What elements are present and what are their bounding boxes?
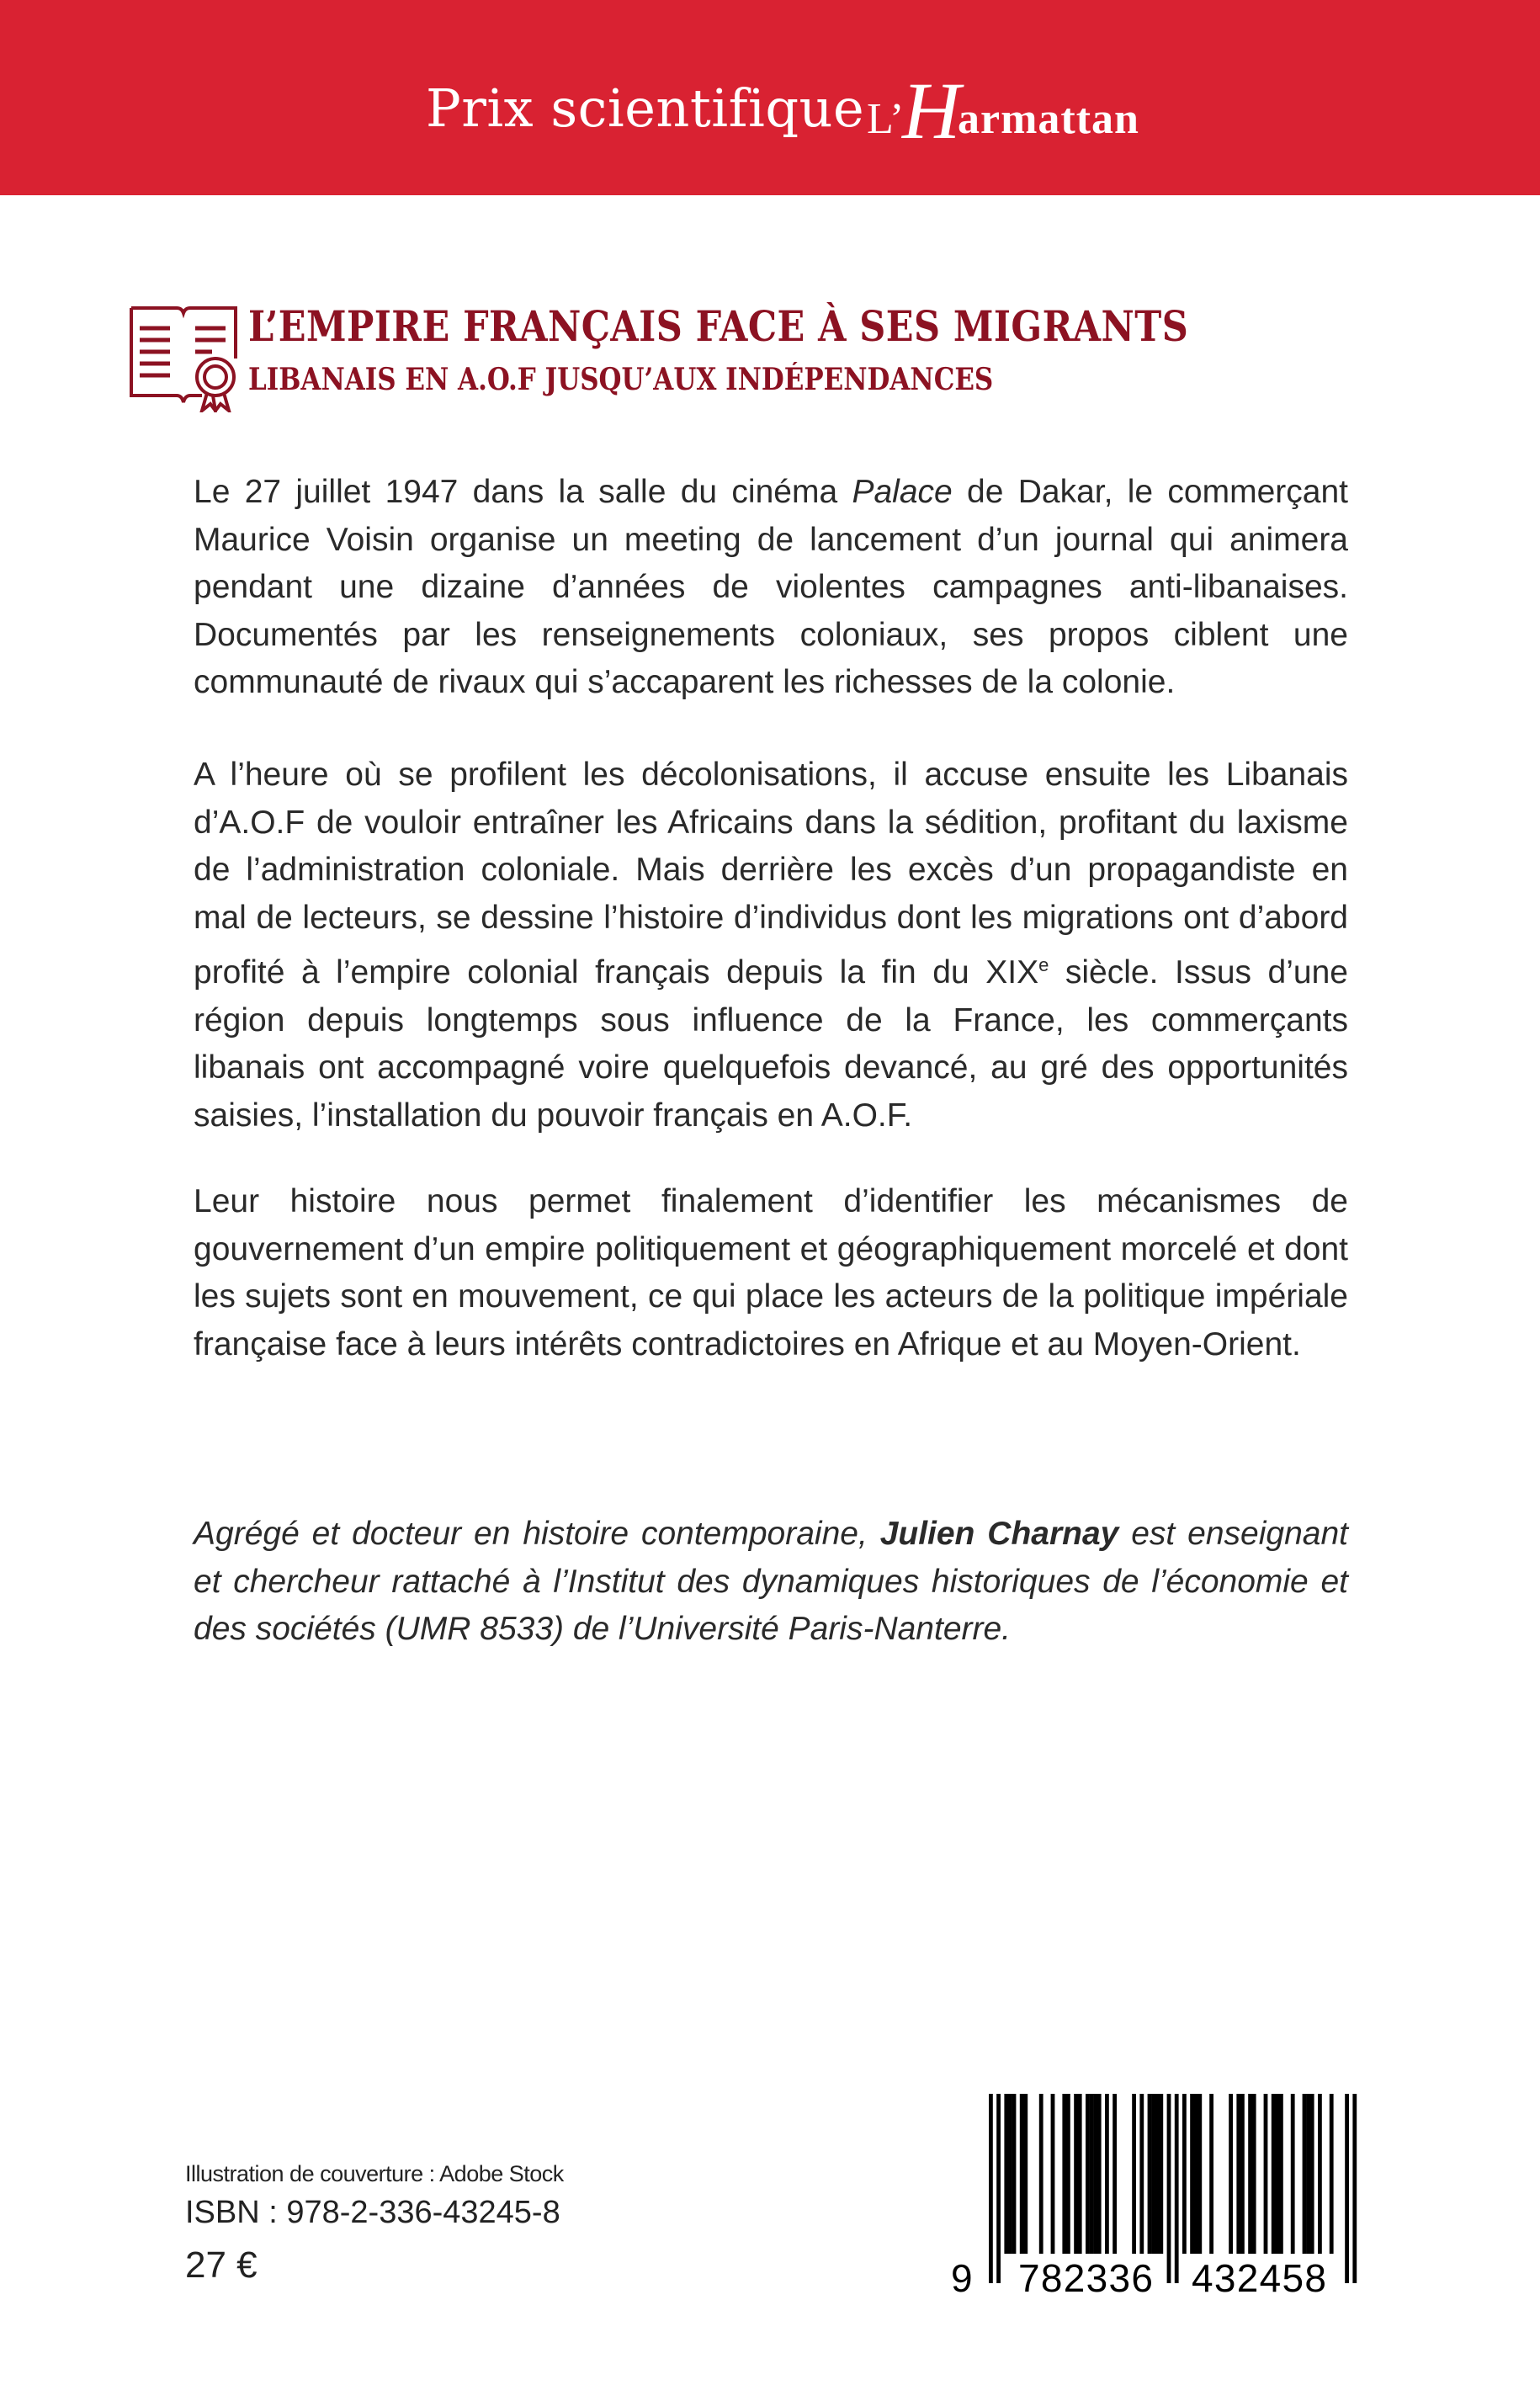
barcode-bar <box>1039 2094 1043 2254</box>
barcode-bar <box>1012 2094 1017 2254</box>
barcode-bar <box>1159 2094 1163 2254</box>
barcode-bar <box>1209 2094 1213 2254</box>
barcode-bar <box>1291 2094 1295 2254</box>
book-subtitle: LIBANAIS EN A.O.F JUSQU’AUX INDÉPENDANCES <box>248 362 994 397</box>
barcode-bar <box>1252 2094 1256 2254</box>
barcode-bar <box>1175 2094 1179 2283</box>
barcode-bar <box>1105 2094 1109 2254</box>
author-name: Julien Charnay <box>879 1516 1119 1552</box>
barcode-bar <box>1139 2094 1144 2254</box>
barcode-bar <box>1194 2094 1198 2254</box>
barcode-bar <box>1330 2094 1334 2254</box>
barcode-bar <box>1229 2094 1233 2254</box>
author-bio: Agrégé et docteur en histoire contemporaine, Julien Charnay est enseignant et chercheur rattaché à l’Institut des dynamiques historiques de l’économie et des sociétés (UMR 8533) de l’Université Paris-Nanterre. <box>194 1516 1348 1647</box>
barcode-bar <box>1078 2094 1082 2254</box>
barcode-bar <box>1240 2094 1245 2254</box>
barcode-bar <box>989 2094 993 2283</box>
barcode-bar <box>1303 2094 1307 2254</box>
barcode-bar <box>1264 2094 1268 2254</box>
barcode-bar <box>1020 2094 1024 2254</box>
barcode-bar <box>1086 2094 1090 2254</box>
barcode-bar <box>1182 2094 1187 2254</box>
barcode-bar <box>1272 2094 1276 2254</box>
publisher-banner: Prix scientifique L’ H armattan <box>0 0 1540 195</box>
barcode-bar <box>1093 2094 1097 2254</box>
barcode-bar <box>1310 2094 1314 2254</box>
price: 27 € <box>185 2244 258 2286</box>
barcode-bar <box>1097 2094 1102 2254</box>
isbn-barcode <box>951 2094 1372 2296</box>
barcode-bar <box>1132 2094 1136 2254</box>
summary-paragraph-3: Leur histoire nous permet finalement d’identifier les mécanismes de gouvernement d’un empire politiquement et géographiquement morcelé et dont les sujets sont en mouvement, ce qui place les acteurs de la politique impériale française face à leurs intérêts contradictoires en Afrique et au Moyen-Orient. <box>194 1183 1348 1362</box>
barcode-bar <box>1004 2094 1008 2254</box>
barcode-bar <box>1236 2094 1240 2254</box>
barcode-digits-right: 432458 <box>1192 2256 1326 2296</box>
summary-paragraph-2: A l’heure où se profilent les décolonisations, il accuse ensuite les Libanais d’A.O.F de vouloir entraîner les Africains dans la sédition, profitant du laxisme de l’administration coloniale. Mais derrière les excès d’un propagandiste en mal de lecteurs, se dessine l’histoire d’individus dont les migrations ont d’abord profité à l’empire colonial français depuis la fin du XIXe siècle. Issus d’une région depuis longtemps sous influence de la France, les commerçants libanais ont accompagné voire quelquefois devancé, au gré des opportunités saisies, l’installation du pouvoir français en A.O.F. <box>194 757 1348 1134</box>
barcode-digit-first: 9 <box>951 2256 973 2296</box>
barcode-bar <box>1113 2094 1117 2254</box>
barcode-bar <box>1318 2094 1322 2254</box>
barcode-bar <box>1062 2094 1066 2254</box>
barcode-bar <box>1151 2094 1155 2254</box>
barcode-digits-left: 782336 <box>1018 2256 1153 2296</box>
barcode-bar <box>1345 2094 1349 2283</box>
book-award-icon <box>128 303 242 412</box>
cover-credit: Illustration de couverture : Adobe Stock <box>185 2161 564 2186</box>
barcode-bar <box>1148 2094 1152 2254</box>
barcode-bar <box>1008 2094 1012 2254</box>
barcode-bar <box>1197 2094 1202 2254</box>
barcode-bar <box>1248 2094 1252 2254</box>
summary-paragraph-1: Le 27 juillet 1947 dans la salle du cinéma Palace de Dakar, le commerçant Maurice Voisin organise un meeting de lancement d’un journal qui animera pendant une dizaine d’années de violentes campagnes anti-libanaises. Documentés par les renseignements coloniaux, ses propos ciblent une communauté de rivaux qui s’accaparent les richesses de la colonie. <box>194 474 1348 700</box>
barcode-bar <box>1074 2094 1078 2254</box>
barcode-bar <box>1279 2094 1283 2254</box>
barcode-bar <box>1051 2094 1055 2254</box>
barcode-bar <box>1352 2094 1357 2283</box>
barcode-bar <box>1155 2094 1160 2254</box>
barcode-bar <box>996 2094 1001 2283</box>
barcode-bar <box>1275 2094 1279 2254</box>
barcode-bar <box>1190 2094 1194 2254</box>
barcode-bar <box>1167 2094 1171 2283</box>
book-title: L’EMPIRE FRANÇAIS FACE À SES MIGRANTS <box>248 301 1189 351</box>
barcode-bar <box>1066 2094 1070 2254</box>
barcode-bar <box>1023 2094 1028 2254</box>
barcode-bar <box>1090 2094 1094 2254</box>
isbn: ISBN : 978-2-336-43245-8 <box>185 2195 560 2230</box>
prize-label: Prix scientifique <box>426 77 865 139</box>
barcode-bar <box>1306 2094 1310 2254</box>
